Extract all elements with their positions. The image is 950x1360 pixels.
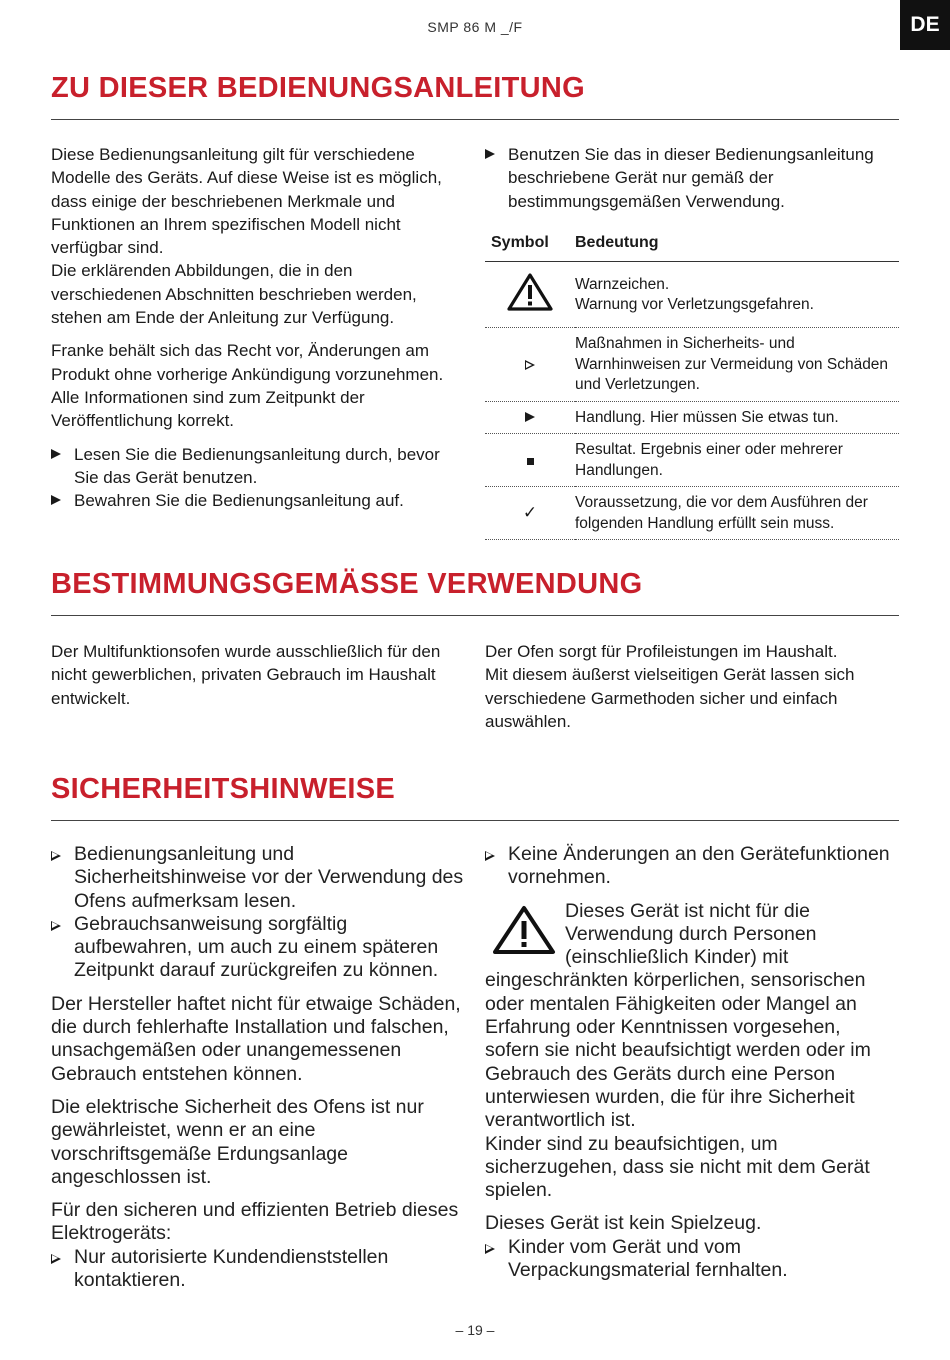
- list-item: Kinder vom Gerät und vom Verpackungsmaterial fernhalten.: [485, 1236, 899, 1283]
- square-icon: [527, 458, 534, 465]
- list-item: Bewahren Sie die Bedienungsanleitung auf.: [51, 489, 465, 512]
- warning-text: Dieses Gerät ist nicht für die Verwendung durch Personen (einschließlich Kinder) mit eingeschränkten körperlichen, sensorischen oder mentalen Fähigkeiten oder Mangel an Erfahrung oder Kenntnissen vorgesehen, sofern sie nicht beaufsichtigt werden oder im Gebrauch des Geräts durch eine Person unterwiesen wurden, die für ihre Sicherheit verantwortlich ist.: [485, 899, 871, 1132]
- table-cell-text: Warnzeichen.: [575, 275, 670, 293]
- section-divider: [51, 615, 899, 616]
- table-cell-text: Resultat. Ergebnis einer oder mehrerer Handlungen.: [575, 434, 899, 487]
- table-row: [485, 487, 899, 540]
- table-cell-text: Warnung vor Verletzungsgefahren.: [575, 296, 814, 314]
- paragraph: Die erklärenden Abbildungen, die in den verschiedenen Abschnitten beschrieben werden, stehen am Ende der Anleitung zur Verfügung.: [51, 261, 417, 328]
- list-item: Keine Änderungen an den Gerätefunktionen vornehmen.: [485, 843, 899, 890]
- safety-right-column: [485, 843, 899, 1282]
- paragraph: Die elektrische Sicherheit des Ofens ist nur gewährleistet, wenn er an eine vorschriftsgemäße Erdungsanlage angeschlossen ist.: [51, 1095, 424, 1188]
- action-arrow-icon: [51, 489, 74, 512]
- filled-triangle-icon: [525, 412, 535, 422]
- list-item: Bedienungsanleitung und Sicherheitshinweise vor der Verwendung des Ofens aufmerksam lesen.: [51, 843, 465, 913]
- page-number: – 19 –: [455, 1322, 495, 1338]
- paragraph: Der Ofen sorgt für Profileistungen im Haushalt.: [485, 642, 838, 661]
- paragraph: Für den sicheren und effizienten Betrieb dieses Elektrogeräts:: [51, 1199, 459, 1245]
- action-arrow-icon: [485, 143, 508, 213]
- warning-block: [485, 900, 899, 1203]
- paragraph: Dieses Gerät ist kein Spielzeug.: [485, 1212, 762, 1235]
- about-manual-right-column: [485, 143, 899, 540]
- section-divider: [51, 119, 899, 120]
- paragraph: Diese Bedienungsanleitung gilt für verschiedene Modelle des Geräts. Auf diese Weise ist es möglich, dass einige der beschriebenen Merkmale und Funktionen an Ihrem spezifischen Modell nicht verfügbar sind.: [51, 145, 442, 258]
- column-header-symbol: Symbol: [485, 229, 575, 262]
- table-row: [485, 401, 899, 434]
- table-row: [485, 261, 899, 328]
- paragraph: Der Multifunktionsofen wurde ausschließlich für den nicht gewerblichen, privaten Gebrauch im Haushalt entwickelt.: [51, 642, 441, 708]
- paragraph: Franke behält sich das Recht vor, Änderungen am Produkt ohne vorherige Ankündigung vorzunehmen. Alle Informationen sind zum Zeitpunkt der Veröffentlichung korrekt.: [51, 341, 444, 431]
- open-triangle-icon: [525, 360, 535, 370]
- warning-triangle-icon: [489, 904, 559, 956]
- model-header: SMP 86 M _/F: [427, 19, 523, 35]
- paragraph: Mit diesem äußerst vielseitigen Gerät lassen sich verschiedene Garmethoden sicher und einfach auswählen.: [485, 665, 855, 731]
- open-triangle-icon: [485, 1236, 508, 1283]
- paragraph: Kinder sind zu beaufsichtigen, um sicherzugehen, dass sie nicht mit dem Gerät spielen.: [485, 1132, 870, 1202]
- column-header-meaning: Bedeutung: [575, 229, 899, 262]
- list-item: Gebrauchsanweisung sorgfältig aufbewahren, um auch zu einem späteren Zeitpunkt darauf zurückgreifen zu können.: [51, 913, 465, 983]
- symbol-table: [485, 229, 899, 541]
- table-row: [485, 434, 899, 487]
- section-title-intended-use: BESTIMMUNGSGEMÄSSE VERWENDUNG: [51, 568, 643, 600]
- section-title-about-manual: ZU DIESER BEDIENUNGSANLEITUNG: [51, 72, 585, 104]
- safety-left-column: [51, 843, 465, 1292]
- paragraph: Der Hersteller haftet nicht für etwaige Schäden, die durch fehlerhafte Installation und falschen, unsachgemäßen oder unangemessenen Gebrauch entstehen können.: [51, 992, 461, 1085]
- open-triangle-icon: [51, 843, 74, 913]
- list-item: Nur autorisierte Kundendienststellen kontaktieren.: [51, 1246, 465, 1293]
- intended-use-left-column: [51, 640, 465, 710]
- table-cell-text: Maßnahmen in Sicherheits- und Warnhinweisen zur Vermeidung von Schäden und Verletzungen.: [575, 328, 899, 402]
- intended-use-right-column: [485, 640, 899, 733]
- table-row: [485, 328, 899, 402]
- section-title-safety: SICHERHEITSHINWEISE: [51, 773, 396, 805]
- section-divider: [51, 820, 899, 821]
- table-header-row: [485, 229, 899, 262]
- action-arrow-icon: [51, 443, 74, 490]
- list-item: Lesen Sie die Bedienungsanleitung durch, bevor Sie das Gerät benutzen.: [51, 443, 465, 490]
- check-icon: ✓: [522, 503, 538, 523]
- open-triangle-icon: [51, 1246, 74, 1293]
- language-tab: DE: [900, 0, 950, 50]
- open-triangle-icon: [485, 843, 508, 890]
- warning-triangle-icon: [506, 272, 554, 312]
- table-cell-text: Handlung. Hier müssen Sie etwas tun.: [575, 401, 899, 434]
- about-manual-left-column: [51, 143, 465, 512]
- list-item: Benutzen Sie das in dieser Bedienungsanleitung beschriebene Gerät nur gemäß der bestimmungsgemäßen Verwendung.: [485, 143, 899, 213]
- open-triangle-icon: [51, 913, 74, 983]
- table-cell-text: Voraussetzung, die vor dem Ausführen der folgenden Handlung erfüllt sein muss.: [575, 487, 899, 540]
